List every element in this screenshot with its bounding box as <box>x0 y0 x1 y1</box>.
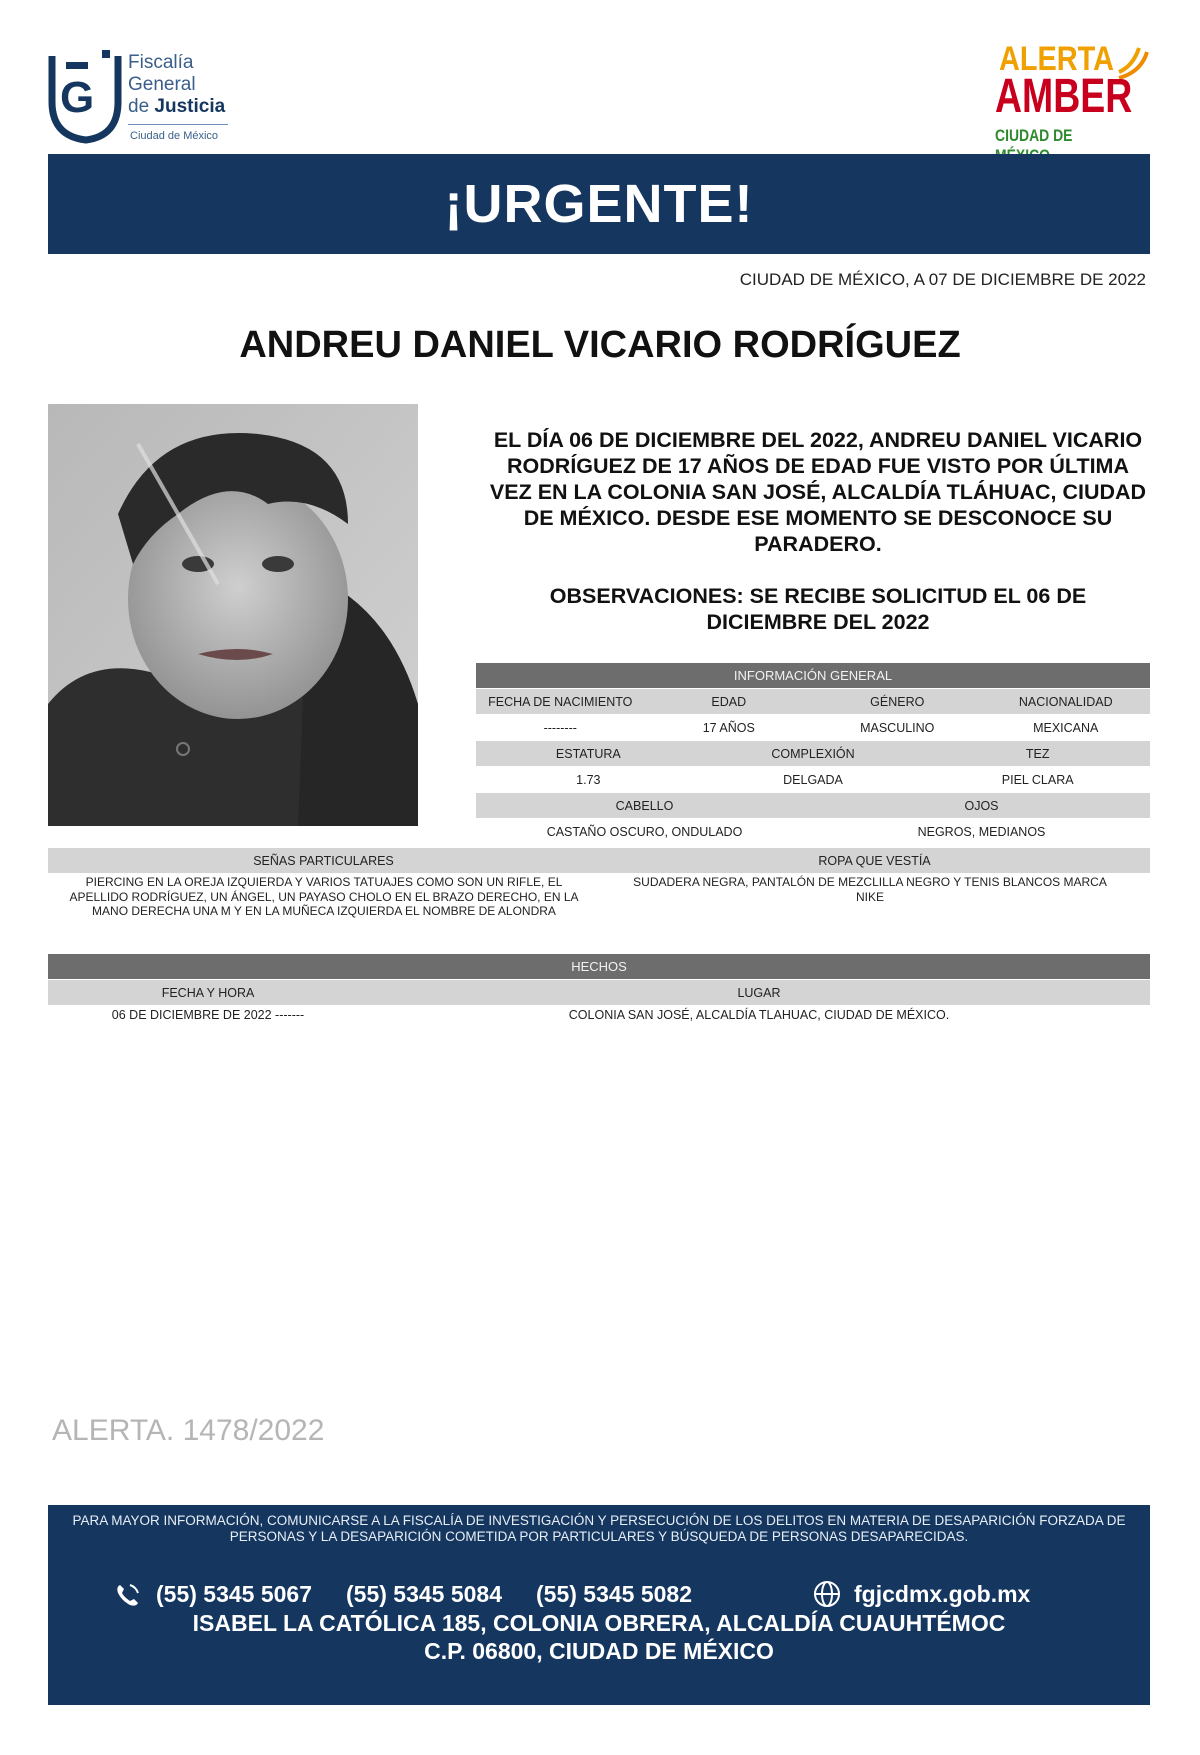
info-row1-values <box>476 715 1150 740</box>
header-hair: CABELLO <box>615 798 674 813</box>
footer-note: PARA MAYOR INFORMACIÓN, COMUNICARSE A LA FISCALÍA DE INVESTIGACIÓN Y PERSECUCIÓN DE LOS DELITOS EN MATERIA DE DESAPARICIÓN FORZADA DE PERSONAS Y LA DESAPARICIÓN COMETIDA POR PARTICULARES Y BÚSQUEDA DE PERSONAS DESAPARECIDAS. <box>72 1513 1126 1544</box>
hechos-header-row <box>48 980 1150 1005</box>
hechos-value-row <box>48 1006 1150 1024</box>
header-nationality: NACIONALIDAD <box>1018 694 1113 709</box>
hechos-col-date: FECHA Y HORA <box>161 985 255 1000</box>
amber-line2: AMBER <box>995 70 1133 123</box>
info-general-title: INFORMACIÓN GENERAL <box>733 668 893 683</box>
header-build: COMPLEXIÓN <box>771 746 855 761</box>
value-gender: MASCULINO <box>860 720 935 735</box>
urgent-title: ¡URGENTE! <box>444 174 754 234</box>
value-eyes: NEGROS, MEDIANOS <box>917 824 1046 839</box>
header-age: EDAD <box>711 694 747 709</box>
date-line: CIUDAD DE MÉXICO, A 07 DE DICIEMBRE DE 2022 <box>739 270 1146 289</box>
amber-line1: ALERTA <box>999 40 1115 78</box>
info-row2-headers <box>476 741 1150 766</box>
alert-number: ALERTA. 1478/2022 <box>52 1414 325 1447</box>
phone-3[interactable]: (55) 5345 5082 <box>536 1581 693 1607</box>
phone-icon <box>114 1581 142 1609</box>
svg-text:G: G <box>60 73 95 122</box>
value-height: 1.73 <box>576 772 601 787</box>
info-row3-values <box>476 819 1150 844</box>
fgj-line3-bold: Justicia <box>154 96 226 117</box>
footer-contact <box>48 1505 1150 1705</box>
hechos-date-value: 06 DE DICIEMBRE DE 2022 ------- <box>111 1008 305 1022</box>
amber-alert-logo <box>995 40 1155 150</box>
hechos-title: HECHOS <box>571 959 627 974</box>
footer-address2: C.P. 06800, CIUDAD DE MÉXICO <box>424 1638 774 1664</box>
phone-2[interactable]: (55) 5345 5084 <box>346 1581 503 1607</box>
value-age: 17 AÑOS <box>702 720 755 735</box>
fgj-logo <box>46 44 236 144</box>
website-link[interactable]: fgjcdmx.gob.mx <box>854 1581 1031 1607</box>
description-text: EL DÍA 06 DE DICIEMBRE DEL 2022, ANDREU DANIEL VICARIO RODRÍGUEZ DE 17 AÑOS DE EDAD FUE VISTO POR ÚLTIMA VEZ EN LA COLONIA SAN JOSÉ, ALCALDÍA TLÁHUAC, CIUDAD DE MÉXICO. DESDE ESE MOMENTO SE DESCONOCE SU PARADERO. <box>489 428 1147 556</box>
hechos-place-value: COLONIA SAN JOSÉ, ALCALDÍA TLAHUAC, CIUDAD DE MÉXICO. <box>568 1008 950 1022</box>
header-gender: GÉNERO <box>870 694 925 709</box>
info-row2-values <box>476 767 1150 792</box>
value-nationality: MEXICANA <box>1033 720 1099 735</box>
urgent-banner <box>48 154 1150 254</box>
amber-line3: CIUDAD DE <box>995 126 1073 145</box>
marks-text: PIERCING EN LA OREJA IZQUIERDA Y VARIOS TATUAJES COMO SON UN RIFLE, EL APELLIDO RODRÍGUEZ, UN ÁNGEL, UN PAYASO CHOLO EN EL BRAZO DERECHO, EN LA MANO DERECHA UNA M Y EN LA MUÑECA IZQUIERDA EL NOMBRE DE ALONDRA <box>69 875 579 918</box>
footer-address1: ISABEL LA CATÓLICA 185, COLONIA OBRERA, ALCALDÍA CUAUHTÉMOC <box>192 1610 1006 1636</box>
value-build: DELGADA <box>783 772 843 787</box>
info-row1-headers <box>476 689 1150 714</box>
fgj-rule <box>128 124 228 125</box>
person-name: ANDREU DANIEL VICARIO RODRÍGUEZ <box>239 324 961 366</box>
clothes-text: SUDADERA NEGRA, PANTALÓN DE MEZCLILLA NEGRO Y TENIS BLANCOS MARCA NIKE <box>633 875 1107 904</box>
info-general-title-row <box>476 663 1150 688</box>
missing-person-photo <box>48 404 418 826</box>
header-eyes: OJOS <box>964 798 999 813</box>
hechos-col-place: LUGAR <box>737 985 781 1000</box>
value-hair: CASTAÑO OSCURO, ONDULADO <box>546 824 743 839</box>
header-height: ESTATURA <box>555 746 621 761</box>
marks-clothes-header-row <box>48 848 1150 873</box>
header-birthdate: FECHA DE NACIMIENTO <box>488 694 633 709</box>
value-skin: PIEL CLARA <box>1001 772 1074 787</box>
observations-text: OBSERVACIONES: SE RECIBE SOLICITUD EL 06 DE DICIEMBRE DEL 2022 <box>549 584 1087 634</box>
fgj-line2: General <box>128 74 196 95</box>
hechos-title-row <box>48 954 1150 979</box>
phone-1[interactable]: (55) 5345 5067 <box>156 1581 313 1607</box>
fgj-line1: Fiscalía <box>128 52 194 73</box>
header-skin: TEZ <box>1025 746 1050 761</box>
portrait-image <box>48 404 418 826</box>
globe-icon <box>812 1579 842 1609</box>
fgj-line4: Ciudad de México <box>130 130 219 142</box>
clothes-header: ROPA QUE VESTÍA <box>818 853 931 868</box>
marks-header: SEÑAS PARTICULARES <box>253 853 394 868</box>
info-row3-headers <box>476 793 1150 818</box>
value-birthdate: -------- <box>543 720 577 735</box>
fgj-emblem-icon <box>46 44 124 144</box>
fgj-line3-pre: de <box>128 96 155 117</box>
fgj-line3 <box>128 96 225 118</box>
